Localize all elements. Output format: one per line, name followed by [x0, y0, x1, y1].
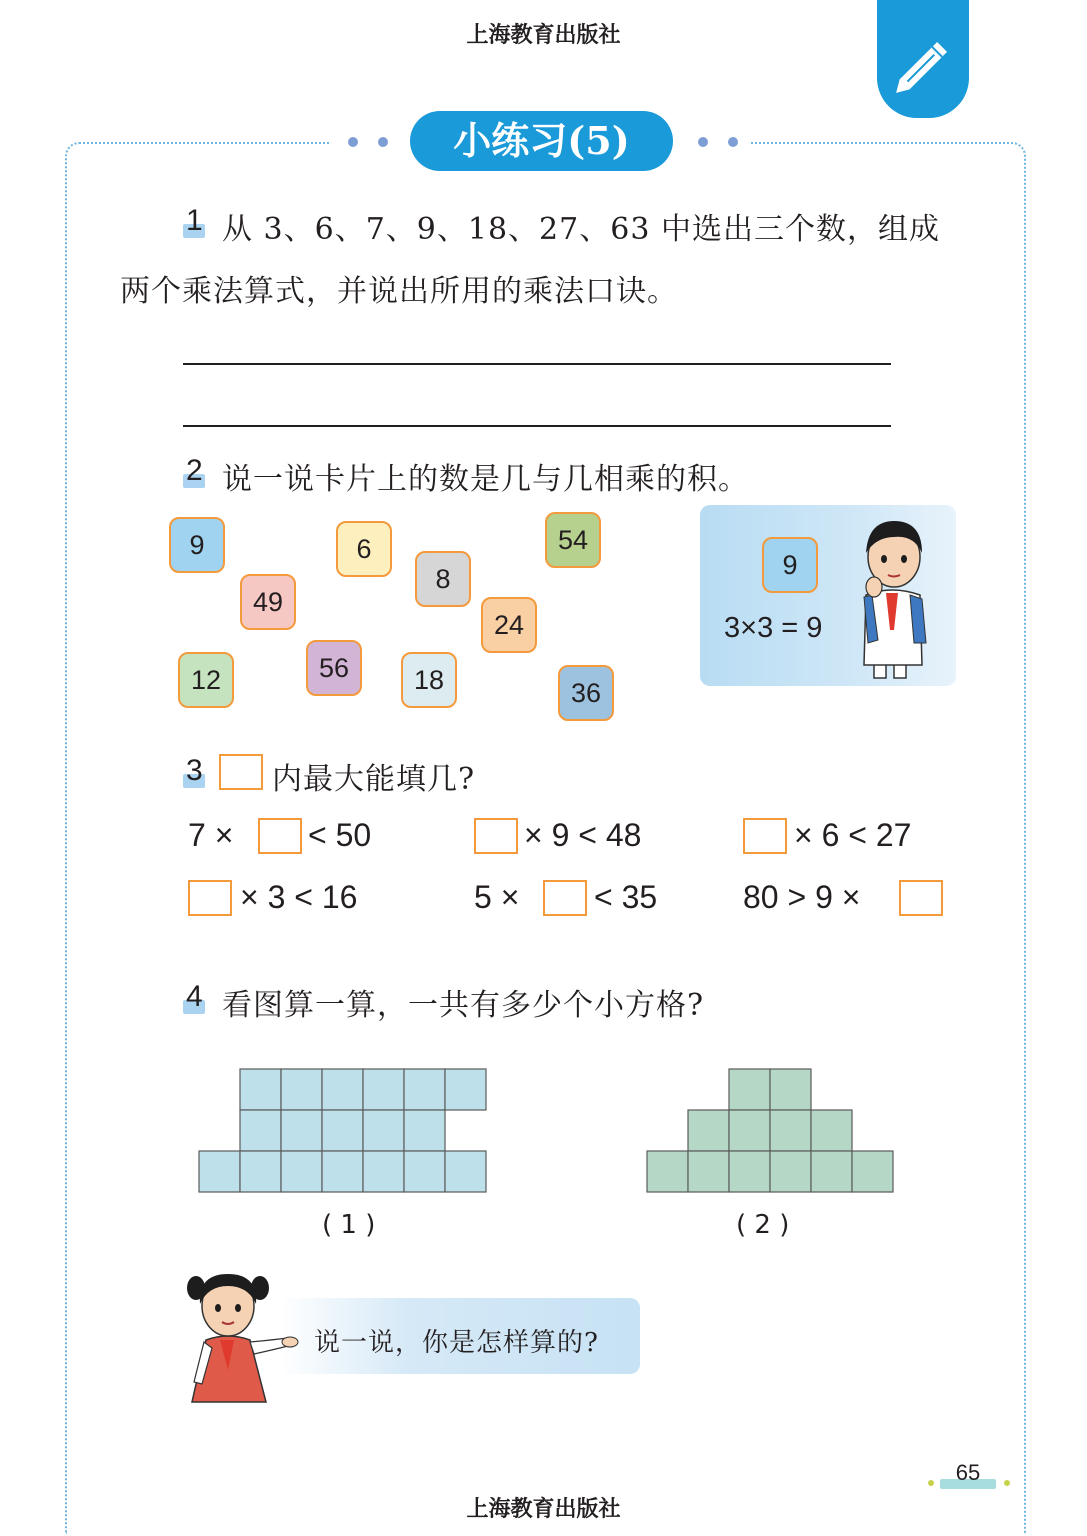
q3-expr-6-left: 80 > 9 ×	[743, 879, 861, 915]
title-dot	[728, 137, 738, 147]
page-title: 小练习(5)	[410, 111, 673, 171]
example-card: 9	[762, 537, 818, 593]
number-card: 9	[169, 517, 225, 573]
header-publisher: 上海教育出版社	[466, 23, 621, 48]
grid-figure-2	[646, 1068, 896, 1194]
speech-text: 说一说，你是怎样算的?	[314, 1328, 599, 1358]
q3-number: 3	[186, 754, 203, 787]
q2-number: 2	[186, 454, 203, 487]
q3-expr-5-left: 5 ×	[474, 879, 520, 915]
q4-text: 看图算一算，一共有多少个小方格?	[222, 988, 705, 1023]
page-dot	[928, 1480, 934, 1486]
grid-figure-1	[198, 1068, 490, 1194]
example-expression: 3×3 = 9	[724, 612, 823, 644]
blank-box-legend	[219, 754, 263, 790]
page-number: 65	[955, 1460, 981, 1485]
number-card: 54	[545, 512, 601, 568]
answer-blank[interactable]	[899, 880, 943, 916]
q2-text: 说一说卡片上的数是几与几相乘的积。	[222, 462, 749, 497]
number-card: 12	[178, 652, 234, 708]
girl-illustration	[176, 1262, 300, 1412]
title-dot	[348, 137, 358, 147]
q1-text-line2: 两个乘法算式，并说出所用的乘法口诀。	[120, 274, 678, 309]
number-card: 18	[401, 652, 457, 708]
number-card: 8	[415, 551, 471, 607]
title-dot	[378, 137, 388, 147]
q3-expr-1-right: < 50	[308, 817, 372, 853]
number-card: 36	[558, 665, 614, 721]
answer-blank[interactable]	[474, 818, 518, 854]
q3-expr-4-right: × 3 < 16	[240, 879, 358, 915]
pencil-icon	[877, 0, 969, 118]
q1-text-line1: 从 3、6、7、9、18、27、63 中选出三个数，组成	[222, 212, 940, 247]
figure-2-caption: ( 2 )	[736, 1210, 790, 1240]
q3-expr-3-right: × 6 < 27	[794, 817, 912, 853]
q1-number: 1	[186, 204, 203, 237]
q3-expr-2-right: × 9 < 48	[524, 817, 642, 853]
figure-1-caption: ( 1 )	[322, 1210, 376, 1240]
q3-expr-5-right: < 35	[594, 879, 658, 915]
q4-number: 4	[186, 980, 203, 1013]
answer-line-2[interactable]	[183, 425, 891, 427]
q3-text: 内最大能填几?	[272, 762, 476, 797]
number-card: 24	[481, 597, 537, 653]
pencil-tab	[877, 0, 969, 118]
page-dot	[1004, 1480, 1010, 1486]
number-card: 49	[240, 574, 296, 630]
number-card: 56	[306, 640, 362, 696]
title-dot	[698, 137, 708, 147]
number-card: 6	[336, 521, 392, 577]
q3-expr-1-left: 7 ×	[188, 817, 234, 853]
answer-blank[interactable]	[543, 880, 587, 916]
answer-blank[interactable]	[743, 818, 787, 854]
answer-blank[interactable]	[258, 818, 302, 854]
footer-publisher: 上海教育出版社	[466, 1497, 621, 1522]
answer-blank[interactable]	[188, 880, 232, 916]
answer-line-1[interactable]	[183, 363, 891, 365]
boy-illustration	[858, 515, 930, 680]
